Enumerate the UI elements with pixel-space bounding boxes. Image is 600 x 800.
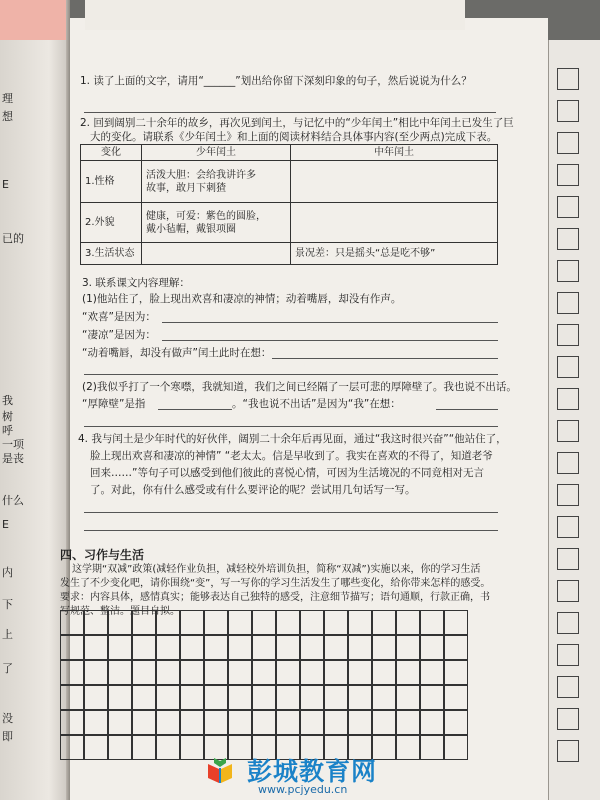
writing-cell[interactable] — [348, 635, 372, 660]
writing-cell[interactable] — [420, 610, 444, 635]
left-page-cover-corner — [0, 0, 70, 40]
grid-cell — [557, 708, 579, 730]
young-cell: 健康，可爱：紫色的圆脸， 戴小毡帽，戴银项圈 — [142, 203, 291, 243]
grid-cell — [557, 196, 579, 218]
writing-cell[interactable] — [204, 635, 228, 660]
writing-cell[interactable] — [348, 685, 372, 710]
writing-cell[interactable] — [228, 710, 252, 735]
writing-cell[interactable] — [228, 635, 252, 660]
writing-cell[interactable] — [252, 610, 276, 635]
writing-cell[interactable] — [420, 660, 444, 685]
grid-cell — [557, 676, 579, 698]
writing-cell[interactable] — [324, 610, 348, 635]
writing-cell[interactable] — [84, 735, 108, 760]
section-4-prompt-line2: 发生了不少变化吧，请你围绕“变”，写一写你的学习生活发生了哪些变化，给你带来怎样的感受。 — [60, 578, 491, 589]
section-4-title: 四、习作与生活 — [60, 548, 145, 562]
writing-cell[interactable] — [396, 610, 420, 635]
grid-cell — [557, 484, 579, 506]
writing-cell[interactable] — [156, 735, 180, 760]
writing-cell[interactable] — [252, 685, 276, 710]
section-4-requirements-line1: 要求：内容具体，感情真实；能够表达自己独特的感受，注意细节描写；语句通顺，行款正确，书 — [60, 592, 490, 603]
question-2-line2: 大的变化。请联系《少年闰土》和上面的阅读材料结合具体事内容(至少两点)完成下表。 — [90, 131, 498, 143]
table-row — [81, 203, 498, 243]
writing-cell[interactable] — [396, 660, 420, 685]
table-header: 变化 — [81, 145, 142, 161]
writing-cell[interactable] — [156, 660, 180, 685]
question-3-sentence1: (1)他站住了，脸上现出欢喜和凄凉的神情；动着嘴唇，却没有作声。 — [82, 293, 402, 305]
writing-cell[interactable] — [276, 635, 300, 660]
writing-cell[interactable] — [396, 685, 420, 710]
writing-cell[interactable] — [204, 610, 228, 635]
writing-cell[interactable] — [420, 685, 444, 710]
writing-cell[interactable] — [108, 610, 132, 635]
writing-cell[interactable] — [204, 660, 228, 685]
writing-cell[interactable] — [372, 685, 396, 710]
question-4-line2: 脸上现出欢喜和凄凉的神情” “老太太。信是早收到了。我实在喜欢的不得了，知道老爷 — [90, 450, 493, 462]
writing-cell[interactable] — [348, 660, 372, 685]
row-label: 1.性格 — [81, 161, 142, 203]
answer-line[interactable] — [162, 322, 498, 323]
answer-line[interactable] — [162, 340, 498, 341]
table-header: 中年闰土 — [291, 145, 498, 161]
left-strip-text: 是丧 — [2, 452, 24, 465]
question-4-line1: 4. 我与闰土是少年时代的好伙伴，阔别二十余年后再见面，通过“我这时很兴奋”“他站住了， — [78, 433, 507, 445]
writing-cell[interactable] — [60, 735, 84, 760]
answer-line[interactable] — [84, 112, 496, 113]
writing-cell[interactable] — [60, 660, 84, 685]
comparison-table — [80, 144, 498, 265]
question-4-line3: 回来……”等句子可以感受到他们彼此的喜悦心情，可因为生活境况的不同竟相对无言 — [90, 467, 484, 479]
writing-cell[interactable] — [132, 735, 156, 760]
writing-cell[interactable] — [444, 710, 468, 735]
writing-cell[interactable] — [180, 660, 204, 685]
writing-cell[interactable] — [180, 635, 204, 660]
writing-cell[interactable] — [108, 735, 132, 760]
grid-cell — [557, 356, 579, 378]
writing-cell[interactable] — [60, 685, 84, 710]
writing-cell[interactable] — [324, 635, 348, 660]
writing-cell[interactable] — [156, 610, 180, 635]
grid-cell — [557, 324, 579, 346]
writing-grid[interactable] — [60, 610, 468, 760]
writing-cell[interactable] — [444, 685, 468, 710]
writing-cell[interactable] — [300, 685, 324, 710]
writing-cell[interactable] — [276, 660, 300, 685]
writing-cell[interactable] — [348, 610, 372, 635]
grid-cell — [557, 228, 579, 250]
prompt-shuobuchu: 。“我也说不出话”是因为“我”在想： — [232, 398, 401, 410]
grid-cell — [557, 132, 579, 154]
writing-cell[interactable] — [132, 635, 156, 660]
writing-cell[interactable] — [396, 735, 420, 760]
answer-line[interactable] — [84, 426, 498, 427]
question-1: 1. 读了上面的文字，请用“______”划出给你留下深刻印象的句子，然后说说为什么？ — [80, 75, 472, 87]
writing-cell[interactable] — [204, 685, 228, 710]
writing-cell[interactable] — [252, 635, 276, 660]
left-strip-text: 呼 — [2, 424, 13, 437]
answer-line[interactable] — [272, 358, 498, 359]
writing-cell[interactable] — [276, 710, 300, 735]
writing-cell[interactable] — [132, 660, 156, 685]
left-strip-text: 什么 — [2, 494, 24, 507]
left-strip-text: 下 — [2, 598, 13, 611]
answer-line[interactable] — [84, 530, 498, 531]
watermark-url: www.pcjyedu.cn — [258, 783, 348, 796]
question-3-sentence2: (2)我似乎打了一个寒噤，我就知道，我们之间已经隔了一层可悲的厚障壁了。我也说不出话。 — [82, 381, 517, 393]
table-header: 少年闰土 — [142, 145, 291, 161]
writing-cell[interactable] — [228, 685, 252, 710]
grid-cell — [557, 516, 579, 538]
writing-cell[interactable] — [372, 660, 396, 685]
grid-cell — [557, 260, 579, 282]
writing-cell[interactable] — [372, 610, 396, 635]
writing-cell[interactable] — [60, 635, 84, 660]
writing-cell[interactable] — [228, 610, 252, 635]
prompt-zhangbi: “厚障壁”是指 — [82, 398, 146, 410]
writing-cell[interactable] — [180, 710, 204, 735]
writing-cell[interactable] — [252, 660, 276, 685]
left-strip-text: 没 — [2, 712, 13, 725]
table-row — [81, 243, 498, 265]
left-strip-text: 上 — [2, 628, 13, 641]
writing-cell[interactable] — [84, 610, 108, 635]
grid-cell — [557, 420, 579, 442]
question-3-title: 3. 联系课文内容理解： — [82, 277, 190, 289]
writing-cell[interactable] — [108, 710, 132, 735]
writing-cell[interactable] — [156, 685, 180, 710]
left-strip-text: 想 — [2, 110, 13, 123]
writing-cell[interactable] — [156, 710, 180, 735]
writing-cell[interactable] — [84, 685, 108, 710]
left-strip-text: 内 — [2, 566, 13, 579]
writing-cell[interactable] — [84, 710, 108, 735]
writing-cell[interactable] — [396, 710, 420, 735]
writing-cell[interactable] — [84, 635, 108, 660]
left-strip-text: 树 — [2, 410, 13, 423]
answer-line[interactable] — [84, 374, 498, 375]
writing-cell[interactable] — [420, 735, 444, 760]
answer-line[interactable] — [158, 409, 232, 410]
writing-cell[interactable] — [396, 635, 420, 660]
answer-cell[interactable] — [291, 161, 498, 203]
writing-cell[interactable] — [108, 660, 132, 685]
prompt-zuichun: “动着嘴唇，却没有做声”闰土此时在想： — [82, 347, 272, 359]
grid-cell — [557, 68, 579, 90]
writing-cell[interactable] — [180, 685, 204, 710]
writing-cell[interactable] — [132, 610, 156, 635]
answer-cell[interactable] — [291, 203, 498, 243]
prompt-huanxi: “欢喜”是因为： — [82, 311, 156, 323]
right-page-strip — [548, 40, 600, 800]
writing-cell[interactable] — [300, 710, 324, 735]
grid-cell — [557, 100, 579, 122]
writing-cell[interactable] — [324, 685, 348, 710]
writing-cell[interactable] — [348, 710, 372, 735]
question-2-line1: 2. 回到阔别二十余年的故乡，再次见到闰土，与记忆中的“少年闰土”相比中年闰土已发生了巨 — [80, 117, 514, 129]
writing-cell[interactable] — [372, 635, 396, 660]
left-strip-text: 了 — [2, 662, 13, 675]
writing-cell[interactable] — [420, 710, 444, 735]
left-strip-text: 我 — [2, 394, 13, 407]
writing-cell[interactable] — [276, 610, 300, 635]
writing-cell[interactable] — [180, 735, 204, 760]
writing-cell[interactable] — [324, 710, 348, 735]
writing-cell[interactable] — [420, 635, 444, 660]
grid-cell — [557, 292, 579, 314]
writing-cell[interactable] — [252, 710, 276, 735]
writing-cell[interactable] — [300, 660, 324, 685]
writing-cell[interactable] — [324, 660, 348, 685]
left-strip-text: 即 — [2, 730, 13, 743]
writing-cell[interactable] — [228, 660, 252, 685]
grid-cell — [557, 388, 579, 410]
section-4-prompt-line1: 这学期“双减”政策(减轻作业负担，减轻校外培训负担，简称“双减”)实施以来，你的学习生活 — [72, 564, 481, 575]
writing-cell[interactable] — [132, 710, 156, 735]
prompt-qiliang: “凄凉”是因为： — [82, 329, 156, 341]
grid-cell — [557, 164, 579, 186]
grid-cell — [557, 452, 579, 474]
left-strip-text: 已的 — [2, 232, 24, 245]
writing-cell[interactable] — [108, 635, 132, 660]
left-strip-text: 一项 — [2, 438, 24, 451]
writing-cell[interactable] — [300, 635, 324, 660]
answer-line[interactable] — [84, 512, 498, 513]
writing-cell[interactable] — [444, 635, 468, 660]
writing-cell[interactable] — [444, 610, 468, 635]
writing-cell[interactable] — [156, 635, 180, 660]
writing-cell[interactable] — [108, 685, 132, 710]
writing-cell[interactable] — [204, 710, 228, 735]
writing-cell[interactable] — [276, 685, 300, 710]
writing-cell[interactable] — [372, 710, 396, 735]
writing-cell[interactable] — [60, 710, 84, 735]
writing-cell[interactable] — [180, 610, 204, 635]
left-strip-text: 理 — [2, 92, 13, 105]
grid-cell — [557, 612, 579, 634]
young-cell: 活泼大胆：会给我讲许多 故事，敢月下刺猹 — [142, 161, 291, 203]
grid-cell — [557, 548, 579, 570]
writing-cell[interactable] — [444, 660, 468, 685]
writing-cell[interactable] — [84, 660, 108, 685]
left-strip-text: E — [2, 518, 9, 531]
row-label: 3.生活状态 — [81, 243, 142, 265]
answer-line[interactable] — [436, 409, 498, 410]
watermark-brand: 彭城教育网 — [247, 757, 378, 786]
table-row — [81, 161, 498, 203]
question-4-line4: 了。对此，你有什么感受或有什么要评论的呢？尝试用几句话写一写。 — [90, 484, 416, 496]
writing-cell[interactable] — [132, 685, 156, 710]
grid-cell — [557, 580, 579, 602]
top-paper-edge — [85, 0, 465, 30]
grid-cell — [557, 740, 579, 762]
writing-cell[interactable] — [300, 610, 324, 635]
grid-cell — [557, 644, 579, 666]
middle-cell: 景况差：只是摇头“总是吃不够” — [291, 243, 498, 265]
writing-cell[interactable] — [444, 735, 468, 760]
answer-cell[interactable] — [142, 243, 291, 265]
writing-cell[interactable] — [60, 610, 84, 635]
books-logo-icon — [205, 755, 235, 785]
row-label: 2.外貌 — [81, 203, 142, 243]
section-4-requirements-line2: 写规范、整洁。题目自拟。 — [60, 606, 180, 617]
left-strip-text: E — [2, 178, 9, 191]
